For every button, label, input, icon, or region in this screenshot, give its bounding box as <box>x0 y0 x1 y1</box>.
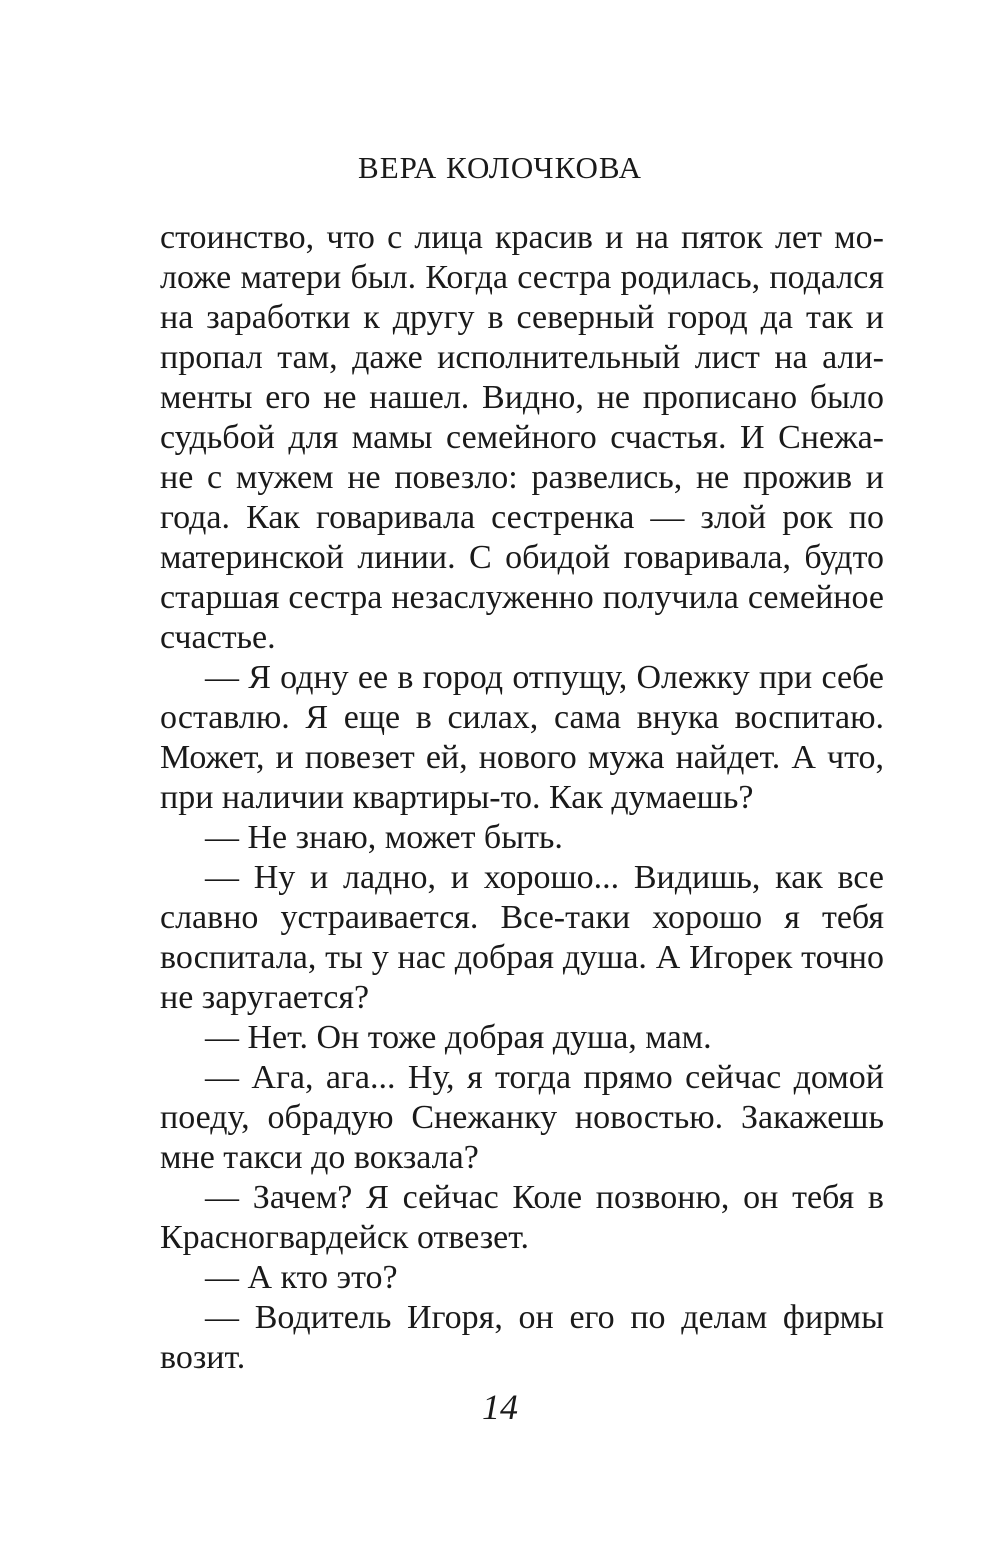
text-line: не заругается? <box>160 979 370 1016</box>
text-line: при наличии квартиры-то. Как думаешь? <box>160 779 754 816</box>
text-line: ложе матери был. Когда сестра родилась, подался <box>160 259 884 296</box>
text-line: — А кто это? <box>205 1259 398 1296</box>
text-line: славно устраивается. Все-таки хорошо я тебя <box>160 899 884 936</box>
text-line: воспитала, ты у нас добрая душа. А Игорек точно <box>160 939 884 976</box>
text-line: — Водитель Игоря, он его по делам фирмы <box>205 1299 884 1336</box>
text-line: Красногвардейск отвезет. <box>160 1219 530 1256</box>
text-line: — Ну и ладно, и хорошо... Видишь, как все <box>205 859 884 896</box>
text-line: Может, и повезет ей, нового мужа найдет. А что, <box>160 739 884 776</box>
text-line: не с мужем не повезло: развелись, не прожив и <box>160 459 884 496</box>
text-line: на заработки к другу в северный город да так и <box>160 299 884 336</box>
text-line: возит. <box>160 1339 246 1376</box>
text-line: счастье. <box>160 619 276 656</box>
text-line: материнской линии. С обидой говаривала, будто <box>160 539 884 576</box>
running-header: ВЕРА КОЛОЧКОВА <box>358 150 642 185</box>
text-line: — Я одну ее в город отпущу, Олежку при себе <box>205 659 884 696</box>
text-line: — Не знаю, может быть. <box>205 819 563 856</box>
text-line: — Зачем? Я сейчас Коле позвоню, он тебя в <box>205 1179 884 1216</box>
text-line: — Ага, ага... Ну, я тогда прямо сейчас домой <box>205 1059 884 1096</box>
text-line: — Нет. Он тоже добрая душа, мам. <box>205 1019 712 1056</box>
text-line: поеду, обрадую Снежанку новостью. Закажешь <box>160 1099 884 1136</box>
text-line: года. Как говаривала сестренка — злой рок по <box>160 499 884 536</box>
text-line: мне такси до вокзала? <box>160 1139 479 1176</box>
page-body-text <box>160 218 884 1378</box>
text-line: менты его не нашел. Видно, не прописано было <box>160 379 884 416</box>
page-number: 14 <box>482 1387 518 1427</box>
text-line: пропал там, даже исполнительный лист на али- <box>160 339 884 376</box>
text-line: стоинство, что с лица красив и на пяток лет мо- <box>160 219 884 256</box>
text-line: судьбой для мамы семейного счастья. И Снежа- <box>160 419 884 456</box>
text-line: оставлю. Я еще в силах, сама внука воспитаю. <box>160 699 884 736</box>
text-line: старшая сестра незаслуженно получила семейное <box>160 579 884 616</box>
